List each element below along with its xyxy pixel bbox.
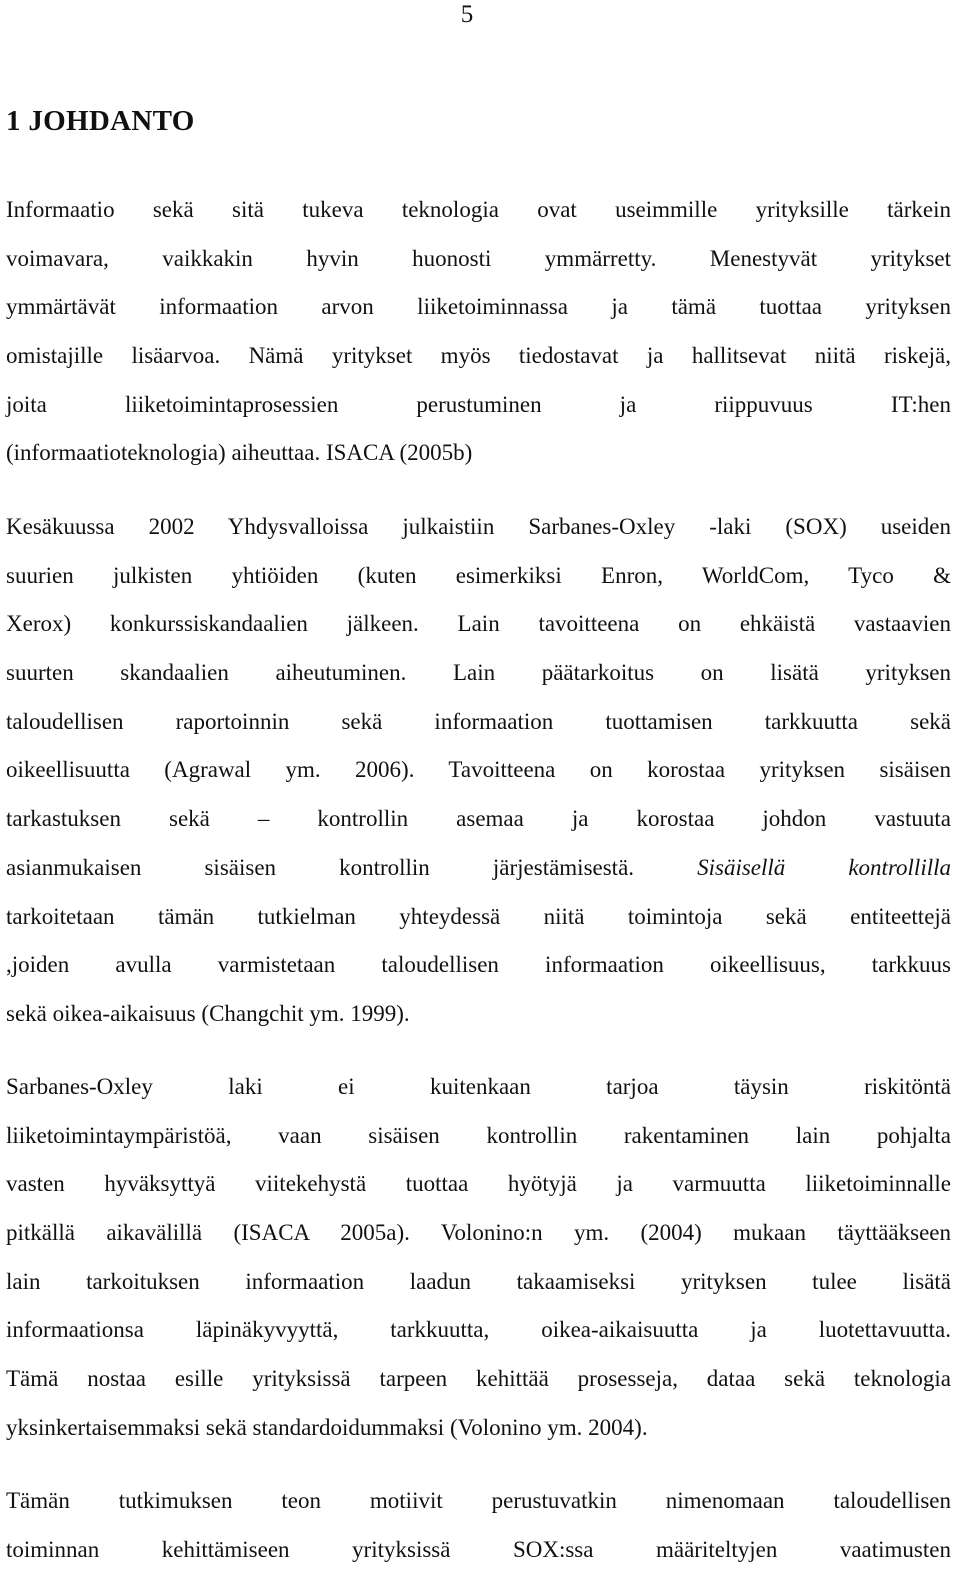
paragraph-line: Xerox) konkurssiskandaalien jälkeen. Lain tavoitteena on ehkäistä vastaavien xyxy=(6,611,951,637)
paragraph-line: pitkällä aikavälillä (ISACA 2005a). Volonino:n ym. (2004) mukaan täyttääkseen xyxy=(6,1220,951,1246)
paragraph-line: suurten skandaalien aiheutuminen. Lain päätarkoitus on lisätä yrityksen xyxy=(6,660,951,686)
paragraph-line: Tämä nostaa esille yrityksissä tarpeen kehittää prosesseja, dataa sekä teknologia xyxy=(6,1366,951,1392)
paragraph-line: omistajille lisäarvoa. Nämä yritykset myös tiedostavat ja hallitsevat niitä riskejä, xyxy=(6,343,951,369)
chapter-heading: 1 JOHDANTO xyxy=(6,105,195,137)
page-number: 5 xyxy=(460,1,474,28)
paragraph-line: tarkoitetaan tämän tutkielman yhteydessä niitä toimintoja sekä entiteettejä xyxy=(6,903,951,929)
paragraph-1 xyxy=(6,186,951,478)
paragraph-4 xyxy=(6,1477,951,1574)
paragraph-line-text: asianmukaisen sisäisen kontrollin järjestämisestä. xyxy=(6,854,635,880)
paragraph-line: informaationsa läpinäkyvyyttä, tarkkuutta, oikea-aikaisuutta ja luotettavuutta. xyxy=(6,1317,951,1343)
paragraph-line: (informaatioteknologia) aiheuttaa. ISACA (2005b) xyxy=(6,440,473,466)
paragraph-line: joita liiketoimintaprosessien perustuminen ja riippuvuus IT:hen xyxy=(6,391,951,417)
paragraph-line: sekä oikea-aikaisuus (Changchit ym. 1999). xyxy=(6,1000,410,1026)
paragraph-line: taloudellisen raportoinnin sekä informaation tuottamisen tarkkuutta sekä xyxy=(6,708,951,734)
paragraph-line: Kesäkuussa 2002 Yhdysvalloissa julkaistiin Sarbanes-Oxley -laki (SOX) useiden xyxy=(6,514,951,539)
paragraph-line: toiminnan kehittämiseen yrityksissä SOX:ssa määriteltyjen vaatimusten xyxy=(6,1536,951,1562)
paragraph-2 xyxy=(6,503,951,1039)
paragraph-line: Informaatio sekä sitä tukeva teknologia ovat useimmille yrityksille tärkein xyxy=(6,197,951,222)
paragraph-line: oikeellisuutta (Agrawal ym. 2006). Tavoitteena on korostaa yrityksen sisäisen xyxy=(6,757,951,783)
paragraph-line: voimavara, vaikkakin hyvin huonosti ymmärretty. Menestyvät yritykset xyxy=(6,245,951,271)
paragraph-3 xyxy=(6,1063,951,1453)
paragraph-line: Sarbanes-Oxley laki ei kuitenkaan tarjoa täysin riskitöntä xyxy=(6,1074,951,1099)
italic-term: Sisäisellä kontrollilla xyxy=(697,854,951,880)
paragraph-line: liiketoimintaympäristöä, vaan sisäisen kontrollin rakentaminen lain pohjalta xyxy=(6,1122,951,1148)
paragraph-line: Tämän tutkimuksen teon motiivit perustuvatkin nimenomaan taloudellisen xyxy=(6,1488,951,1513)
paragraph-line: ,joiden avulla varmistetaan taloudellisen informaation oikeellisuus, tarkkuus xyxy=(6,952,951,978)
paragraph-line: suurien julkisten yhtiöiden (kuten esimerkiksi Enron, WorldCom, Tyco & xyxy=(6,562,951,588)
paragraph-line: lain tarkoituksen informaation laadun takaamiseksi yrityksen tulee lisätä xyxy=(6,1268,951,1294)
paragraph-line: vasten hyväksyttyä viitekehystä tuottaa hyötyjä ja varmuutta liiketoiminnalle xyxy=(6,1171,951,1197)
paragraph-line: tarkastuksen sekä – kontrollin asemaa ja korostaa johdon vastuuta xyxy=(6,806,951,832)
paragraph-line: yksinkertaisemmaksi sekä standardoidummaksi (Volonino ym. 2004). xyxy=(6,1414,648,1440)
paragraph-line-with-term xyxy=(6,844,951,893)
paragraph-line: ymmärtävät informaation arvon liiketoiminnassa ja tämä tuottaa yrityksen xyxy=(6,294,951,320)
